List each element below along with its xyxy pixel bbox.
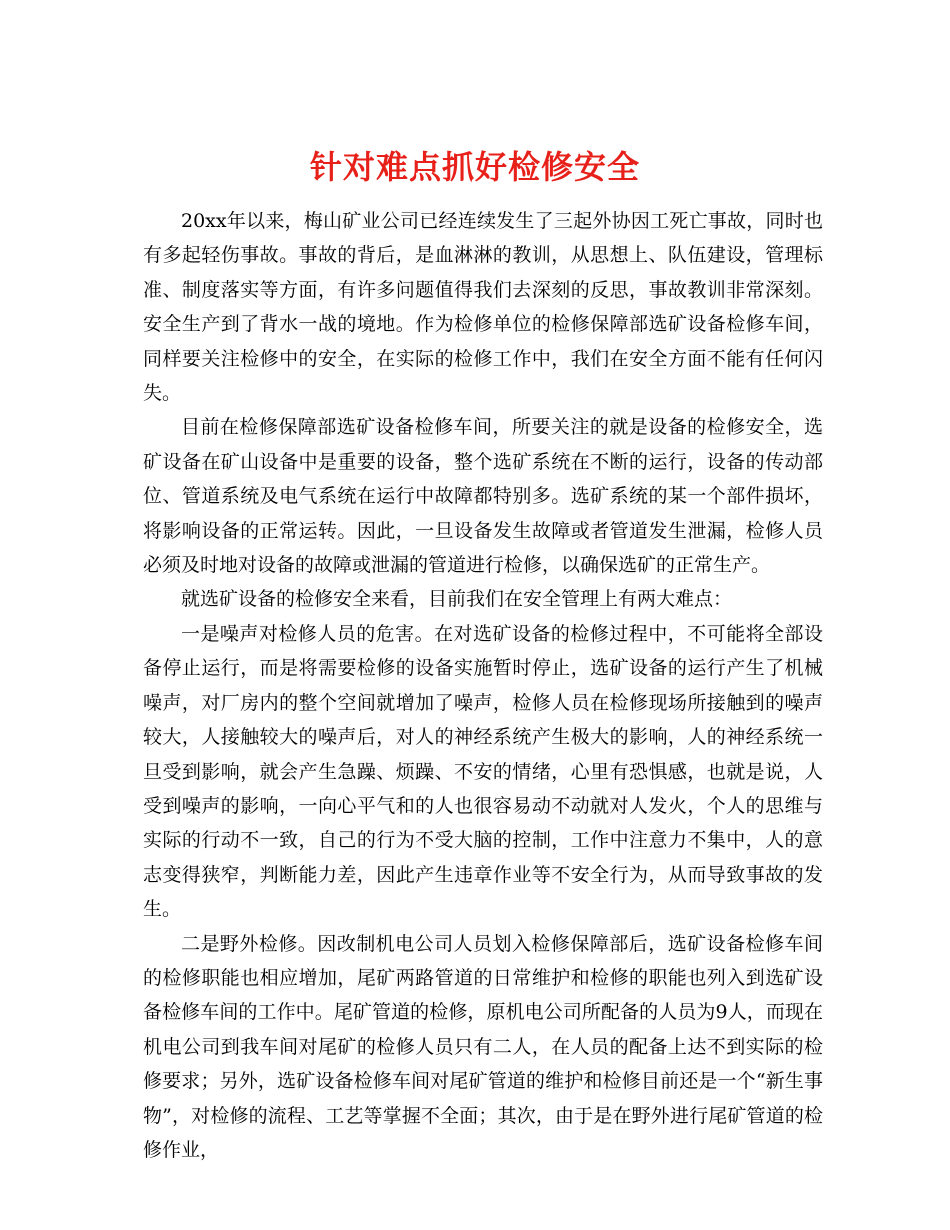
paragraph-workshop-focus: 目前在检修保障部选矿设备检修车间，所要关注的就是设备的检修安全，选矿设备在矿山设备中是重要的设备，整个选矿系统在不断的运行，设备的传动部位、管道系统及电气系统在运行中故障都特别多。选矿系统的某一个部件损坏，将影响设备的正常运转。因此，一旦设备发生故障或者管道发生泄漏，检修人员必须及时地对设备的故障或泄漏的管道进行检修，以确保选矿的正常生产。 <box>143 416 823 577</box>
paragraph-noise-hazard: 一是噪声对检修人员的危害。在对选矿设备的检修过程中，不可能将全部设备停止运行，而是将需要检修的设备实施暂时停止，选矿设备的运行产生了机械噪声，对厂房内的整个空间就增加了噪声，检修人员在检修现场所接触到的噪声较大，人接触较大的噪声后，对人的神经系统产生极大的影响，人的神经系统一旦受到影响，就会产生急躁、烦躁、不安的情绪，心里有恐惧感，也就是说，人受到噪声的影响，一向心平气和的人也很容易动不动就对人发火，个人的思维与实际的行动不一致，自己的行为不受大脑的控制，工作中注意力不集中，人的意志变得狭窄，判断能力差，因此产生违章作业等不安全行为，从而导致事故的发生。 <box>143 622 823 921</box>
paragraph-intro: 20xx年以来，梅山矿业公司已经连续发生了三起外协因工死亡事故，同时也有多起轻伤事故。事故的背后，是血淋淋的教训，从思想上、队伍建设，管理标准、制度落实等方面，有许多问题值得我们去深刻的反思，事故教训非常深刻。安全生产到了背水一战的境地。作为检修单位的检修保障部选矿设备检修车间，同样要关注检修中的安全，在实际的检修工作中，我们在安全方面不能有任何闪失。 <box>143 210 823 405</box>
paragraph-field-maintenance: 二是野外检修。因改制机电公司人员划入检修保障部后，选矿设备检修车间的检修职能也相应增加，尾矿两路管道的日常维护和检修的职能也列入到选矿设备检修车间的工作中。尾矿管道的检修，原机电公司所配备的人员为9人，而现在机电公司到我车间对尾矿的检修人员只有二人，在人员的配备上达不到实际的检修要求；另外，选矿设备检修车间对尾矿管道的维护和检修目前还是一个“新生事物”，对检修的流程、工艺等掌握不全面；其次，由于是在野外进行尾矿管道的检修作业， <box>143 932 823 1161</box>
paragraph-two-difficulties: 就选矿设备的检修安全来看，目前我们在安全管理上有两大难点： <box>181 588 733 611</box>
document-body <box>143 204 823 1167</box>
document-title: 针对难点抓好检修安全 <box>309 148 640 187</box>
